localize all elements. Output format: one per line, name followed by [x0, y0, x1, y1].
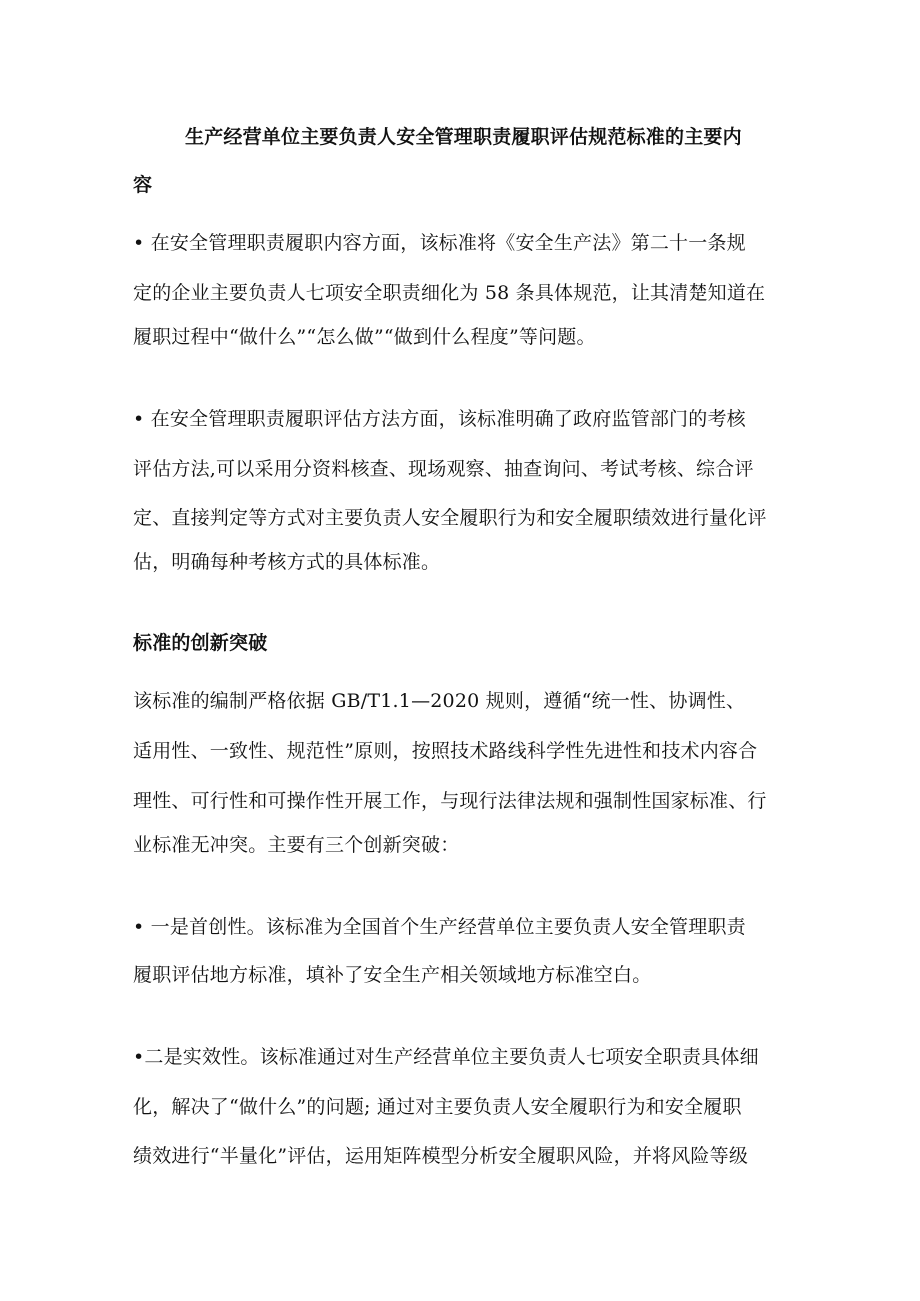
document-title: 生产经营单位主要负责人安全管理职责履职评估规范标准的主要内 — [185, 126, 742, 148]
bullet-item-originality: • 一是首创性。该标准为全国首个生产经营单位主要负责人安全管理职责 — [133, 916, 746, 938]
paragraph-line: 该标准的编制严格依据 GB/T1.1—2020 规则，遵循“统一性、协调性、 — [133, 690, 746, 712]
document-title-continuation: 容 — [133, 174, 153, 196]
paragraph-line: 理性、可行性和可操作性开展工作，与现行法律法规和强制性国家标准、行 — [133, 790, 767, 812]
bullet-item-method-line: 评估方法,可以采用分资料核查、现场观察、抽查询问、考试考核、综合评 — [133, 458, 754, 480]
bullet-item-effectiveness-line: 化，解决了“做什么”的问题; 通过对主要负责人安全履职行为和安全履职 — [133, 1096, 742, 1118]
bullet-item-effectiveness-line: 绩效进行“半量化”评估，运用矩阵模型分析安全履职风险，并将风险等级 — [133, 1145, 749, 1167]
bullet-item-content: • 在安全管理职责履职内容方面，该标准将《安全生产法》第二十一条规 — [133, 232, 746, 254]
section-heading: 标准的创新突破 — [133, 632, 268, 654]
bullet-item-method: • 在安全管理职责履职评估方法方面，该标准明确了政府监管部门的考核 — [133, 408, 746, 430]
bullet-item-effectiveness: •二是实效性。该标准通过对生产经营单位主要负责人七项安全职责具体细 — [133, 1046, 759, 1068]
paragraph-line: 适用性、一致性、规范性”原则，按照技术路线科学性先进性和技术内容合 — [133, 740, 758, 762]
bullet-item-originality-line: 履职评估地方标准，填补了安全生产相关领域地方标准空白。 — [133, 964, 652, 986]
bullet-item-method-line: 估，明确每种考核方式的具体标准。 — [133, 551, 441, 573]
bullet-item-method-line: 定、直接判定等方式对主要负责人安全履职行为和安全履职绩效进行量化评 — [133, 507, 767, 529]
paragraph-line: 业标准无冲突。主要有三个创新突破： — [133, 834, 460, 856]
bullet-item-content-line: 履职过程中“做什么”“怎么做”“做到什么程度”等问题。 — [133, 326, 596, 348]
bullet-item-content-line: 定的企业主要负责人七项安全职责细化为 58 条具体规范，让其清楚知道在 — [133, 282, 766, 304]
